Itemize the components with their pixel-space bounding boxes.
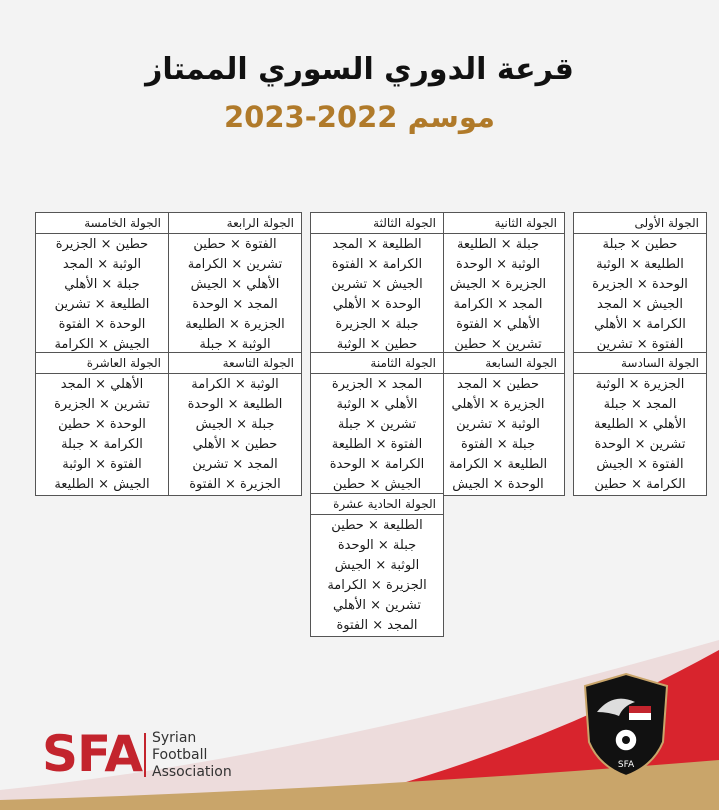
federation-badge-logo — [583, 672, 669, 778]
match-row: تشرين × الكرامة — [187, 257, 283, 272]
match-row: الجيش × حطين — [332, 477, 422, 492]
match-row: الكرامة × حطين — [594, 477, 686, 492]
round-title: الجولة العاشرة — [36, 353, 168, 374]
match-row: تشرين × الوحدة — [594, 437, 686, 452]
badge-text: SFA — [617, 760, 635, 770]
match-row: الأهلي × المجد — [60, 377, 144, 392]
match-row: المجد × الفتوة — [336, 618, 418, 633]
sfa-fullname — [152, 730, 232, 781]
match-row: جبلة × الطليعة — [456, 237, 540, 252]
round-card — [35, 212, 169, 356]
match-row: الوحدة × الجزيرة — [592, 277, 688, 292]
match-row: جبلة × الوحدة — [337, 538, 417, 553]
match-row: حطين × الأهلي — [192, 437, 278, 452]
match-row: الكرامة × الوحدة — [329, 457, 425, 472]
match-list — [574, 234, 706, 355]
match-row: الجيش × الكرامة — [54, 337, 150, 352]
round-title: الجولة الثالثة — [311, 213, 443, 234]
match-row: الأهلي × الجيش — [190, 277, 280, 292]
match-row: الفتوة × حطين — [193, 237, 277, 252]
match-row: حطين × الجزيرة — [55, 237, 149, 252]
round-card — [168, 352, 302, 496]
round-title: الجولة الحادية عشرة — [311, 494, 443, 515]
match-row: الوحدة × الجيش — [452, 477, 544, 492]
match-row: الجزيرة × الأهلي — [451, 397, 545, 412]
match-row: الكرامة × جبلة — [61, 437, 143, 452]
match-row: الوثبة × الوحدة — [456, 257, 540, 272]
match-list — [36, 374, 168, 495]
match-row: الوثبة × الجيش — [334, 558, 420, 573]
match-row: الأهلي × الوثبة — [336, 397, 418, 412]
match-row: تشرين × الأهلي — [332, 598, 422, 613]
match-row: الجيش × المجد — [597, 297, 683, 312]
round-card — [573, 352, 707, 496]
round-card — [310, 212, 444, 356]
round-card — [35, 352, 169, 496]
match-list — [311, 234, 443, 355]
round-card — [310, 493, 444, 637]
match-row: الفتوة × الوثبة — [62, 457, 142, 472]
match-row: الوثبة × تشرين — [456, 417, 540, 432]
match-row: الجزيرة × الفتوة — [189, 477, 281, 492]
round-card — [310, 352, 444, 496]
match-list — [574, 374, 706, 495]
match-row: الوحدة × حطين — [58, 417, 146, 432]
match-list — [169, 234, 301, 355]
match-row: الوثبة × المجد — [62, 257, 142, 272]
match-row: الجيش × الطليعة — [54, 477, 150, 492]
match-list — [36, 234, 168, 355]
round-title: الجولة السادسة — [574, 353, 706, 374]
match-list — [432, 234, 564, 355]
round-title: الجولة الخامسة — [36, 213, 168, 234]
round-card — [168, 212, 302, 356]
round-card — [431, 212, 565, 356]
match-row: الفتوة × تشرين — [596, 337, 684, 352]
round-title: الجولة التاسعة — [169, 353, 301, 374]
season-subtitle: موسم 2022-2023 — [224, 100, 495, 134]
match-row: حطين × جبلة — [602, 237, 678, 252]
match-row: جبلة × الفتوة — [461, 437, 535, 452]
match-row: الجزيرة × الجيش — [449, 277, 547, 292]
match-row: الفتوة × الجيش — [596, 457, 684, 472]
round-card — [573, 212, 707, 356]
sfa-line-association: Association — [152, 764, 232, 780]
match-row: الفتوة × الطليعة — [331, 437, 423, 452]
match-row: المجد × الكرامة — [453, 297, 543, 312]
round-title: الجولة الثامنة — [311, 353, 443, 374]
match-row: تشرين × حطين — [454, 337, 542, 352]
match-row: حطين × المجد — [457, 377, 539, 392]
match-row: الجيش × تشرين — [331, 277, 423, 292]
match-row: الطليعة × حطين — [331, 518, 423, 533]
match-row: تشرين × الجزيرة — [54, 397, 150, 412]
round-title: الجولة الأولى — [574, 213, 706, 234]
match-row: الطليعة × تشرين — [54, 297, 150, 312]
sfa-line-football: Football — [152, 747, 208, 763]
sfa-line-syrian: Syrian — [152, 730, 197, 746]
match-row: المجد × الجزيرة — [331, 377, 423, 392]
match-row: الأهلي × الفتوة — [456, 317, 540, 332]
match-row: المجد × جبلة — [603, 397, 677, 412]
page-title: قرعة الدوري السوري الممتاز — [145, 52, 574, 87]
match-row: جبلة × الجيش — [195, 417, 275, 432]
match-row: المجد × تشرين — [192, 457, 278, 472]
match-row: جبلة × الأهلي — [64, 277, 140, 292]
match-row: الطليعة × الكرامة — [448, 457, 548, 472]
match-row: الكرامة × الفتوة — [331, 257, 423, 272]
match-row: الطليعة × الوثبة — [596, 257, 684, 272]
match-list — [311, 515, 443, 636]
match-row: الوثبة × الكرامة — [191, 377, 279, 392]
match-row: تشرين × جبلة — [337, 417, 417, 432]
sfa-wordmark: SFA — [42, 725, 143, 783]
match-row: الجزيرة × الطليعة — [185, 317, 285, 332]
round-title: الجولة الثانية — [432, 213, 564, 234]
sfa-divider — [144, 733, 146, 777]
match-list — [311, 374, 443, 495]
match-row: المجد × الوحدة — [192, 297, 278, 312]
match-row: الجزيرة × الكرامة — [327, 578, 427, 593]
match-row: الوحدة × الأهلي — [332, 297, 422, 312]
match-row: الطليعة × المجد — [332, 237, 422, 252]
match-row: الجزيرة × الوثبة — [595, 377, 685, 392]
match-row: الطليعة × الوحدة — [187, 397, 283, 412]
match-row: الوثبة × جبلة — [199, 337, 271, 352]
round-title: الجولة السابعة — [432, 353, 564, 374]
match-row: الكرامة × الأهلي — [594, 317, 686, 332]
match-row: الأهلي × الطليعة — [594, 417, 686, 432]
match-row: حطين × الوثبة — [336, 337, 418, 352]
match-list — [169, 374, 301, 495]
match-row: الوحدة × الفتوة — [58, 317, 146, 332]
round-title: الجولة الرابعة — [169, 213, 301, 234]
match-list — [432, 374, 564, 495]
round-card — [431, 352, 565, 496]
match-row: جبلة × الجزيرة — [335, 317, 419, 332]
